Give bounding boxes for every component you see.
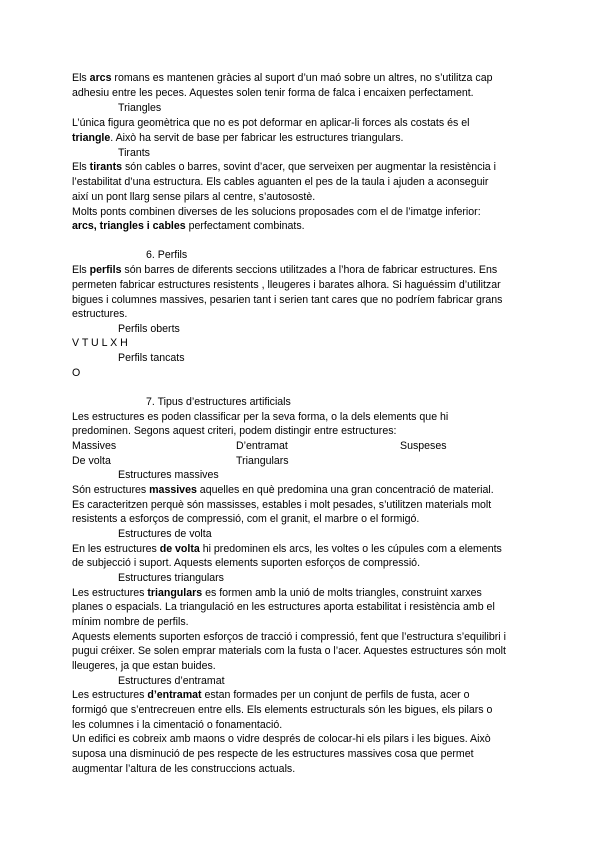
section-heading-7: 7. Tipus d’estructures artificials xyxy=(146,396,291,408)
section-heading-6: 6. Perfils xyxy=(146,249,188,261)
text-line: les columnes i la cimentació o fonamentació. xyxy=(72,719,283,731)
text-line: Les estructures triangulars es formen amb la unió de molts triangles, construint xarxes xyxy=(72,587,482,599)
text-line: Els tirants són cables o barres, sovint d’acer, que serveixen per augmentar la resistència i xyxy=(72,161,496,173)
type-suspeses: Suspeses xyxy=(400,440,447,452)
text-line: Aquests elements suporten esforços de tracció i compressió, fent que l’estructura s’equilibri i xyxy=(72,631,506,643)
text-line: Les estructures es poden classificar per la seva forma, o la dels elements que hi xyxy=(72,411,449,423)
text-line: suposa una disminució de pes respecte de les estructures massives cosa que permet xyxy=(72,748,474,760)
text-line: augmentar l’altura de les construccions actuals. xyxy=(72,763,296,775)
text-line: lleugeres, ja que estan buides. xyxy=(72,660,216,672)
text-line: estructures. xyxy=(72,308,128,320)
text-line: així un pont llarg sense pilars al centre, s’autosostè. xyxy=(72,191,316,203)
perfils-oberts-list: V T U L X H xyxy=(72,337,128,349)
text-line: pugui créixer. Se solen emprar materials com la fusta o l’acer. Aquestes estructures són molt xyxy=(72,645,506,657)
text-line: En les estructures de volta hi predominen els arcs, les voltes o les cúpules com a elements xyxy=(72,543,502,555)
text-line: Les estructures d’entramat estan formades per un conjunt de perfils de fusta, acer o xyxy=(72,689,470,701)
text-line: bigues i columnes massives, pesarien tant i serien tant cares que no podríem fabricar grans xyxy=(72,294,503,306)
perfils-tancats-list: O xyxy=(72,367,81,379)
text-line: Es caracteritzen perquè són massisses, estables i molt pesades, s’utilitzen materials molt xyxy=(72,499,492,511)
text-line: l’estabilitat d’una estructura. Els cables aguanten el pes de la taula i ajuden a aconseguir xyxy=(72,176,489,188)
text-line: permeten fabricar estructures resistents , lleugeres i barates alhora. Si haguéssim d’utilitzar xyxy=(72,279,501,291)
subheading-triangles: Triangles xyxy=(118,102,162,114)
subheading-triangulars: Estructures triangulars xyxy=(118,572,224,584)
text-line: Els arcs romans es mantenen gràcies al suport d’un maó sobre un altres, no s’utilitza cap xyxy=(72,72,493,84)
subheading-perfils-oberts: Perfils oberts xyxy=(118,323,180,335)
text-line: formigó que s’entrecreuen entre ells. Els elements estructurals són les bigues, els pilars o xyxy=(72,704,493,716)
text-line: planes o espacials. La triangulació en les estructures aporta estabilitat i resistència amb el xyxy=(72,601,495,613)
type-entramat: D’entramat xyxy=(236,440,288,452)
subheading-volta: Estructures de volta xyxy=(118,528,212,540)
text-line: de subjecció i suport. Aquests elements suporten esforços de compressió. xyxy=(72,557,421,569)
subheading-perfils-tancats: Perfils tancats xyxy=(118,352,185,364)
subheading-massives: Estructures massives xyxy=(118,469,219,481)
text-line: predominen. Segons aquest criteri, podem distingir entre estructures: xyxy=(72,425,397,437)
type-massives: Massives xyxy=(72,440,117,452)
text-line: Els perfils són barres de diferents seccions utilitzades a l’hora de fabricar estructures. Ens xyxy=(72,264,498,276)
text-line: Són estructures massives aquelles en què predomina una gran concentració de material. xyxy=(72,484,494,496)
type-volta: De volta xyxy=(72,455,111,467)
text-line: resistents a esforços de compressió, com el granit, el marbre o el formigó. xyxy=(72,513,420,525)
subheading-entramat: Estructures d’entramat xyxy=(118,675,225,687)
text-line: triangle. Això ha servit de base per fabricar les estructures triangulars. xyxy=(72,132,404,144)
text-line: arcs, triangles i cables perfectament combinats. xyxy=(72,220,305,232)
type-triangulars: Triangulars xyxy=(236,455,289,467)
text-line: Un edifici es cobreix amb maons o vidre després de colocar-hi els pilars i les bigues. Això xyxy=(72,733,491,745)
text-line: mínim nombre de perfils. xyxy=(72,616,189,628)
subheading-tirants: Tirants xyxy=(118,147,150,159)
text-line: L’única figura geomètrica que no es pot deformar en aplicar-li forces als costats és el xyxy=(72,117,470,129)
text-line: Molts ponts combinen diverses de les solucions proposades com el de l’imatge inferior: xyxy=(72,206,481,218)
text-line: adhesiu entre les peces. Aquestes solen tenir forma de falca i encaixen perfectament. xyxy=(72,87,474,99)
